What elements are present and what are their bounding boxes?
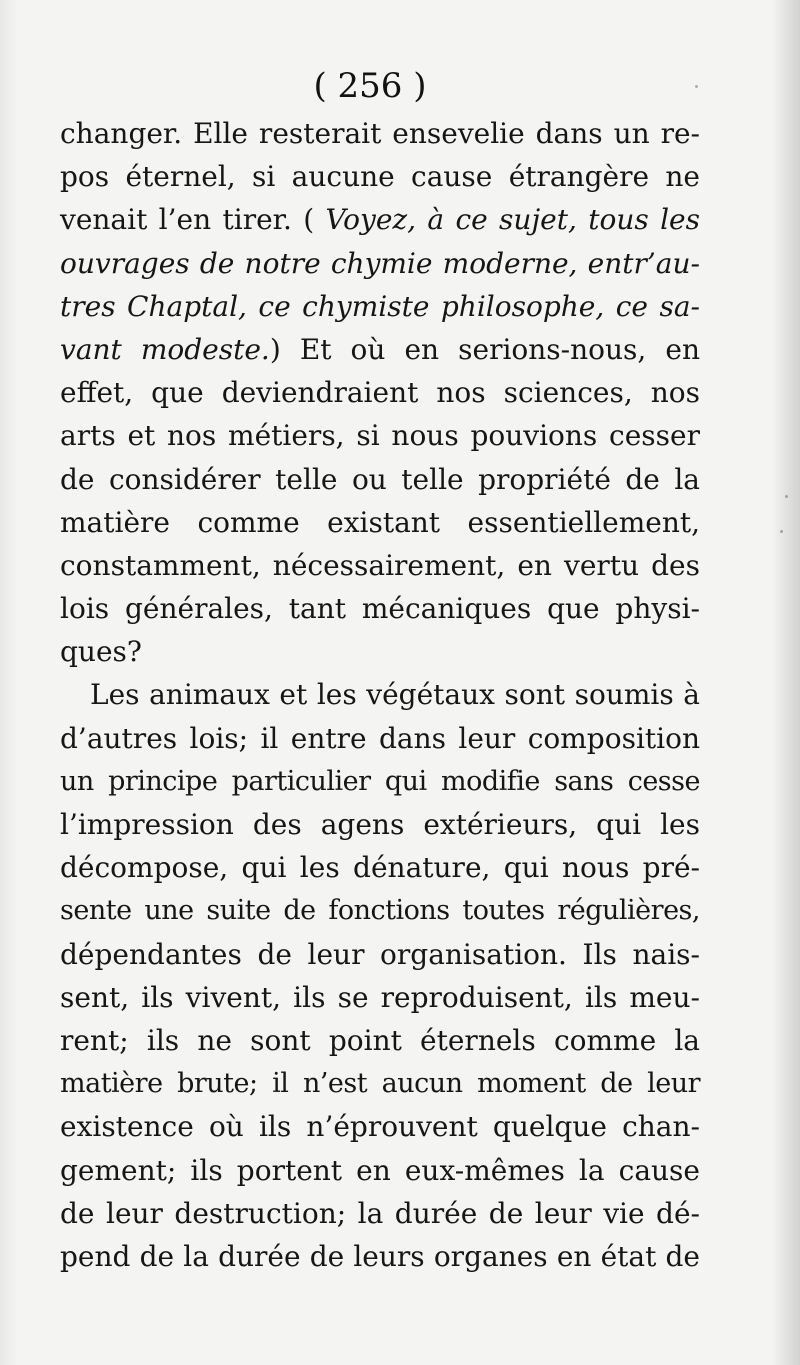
text-line: gement; ils portent en eux-mêmes la cause — [60, 1153, 700, 1187]
text-line: matière comme existant essentiellement, — [60, 505, 700, 539]
right-page-shadow — [772, 0, 800, 1365]
text-line: existence où ils n’éprouvent quelque chan- — [60, 1110, 700, 1144]
page-number: ( 256 ) — [313, 66, 427, 106]
text-line: ques? — [60, 635, 142, 669]
text-line: lois générales, tant mécaniques que physi- — [60, 592, 700, 626]
text-line: pend de la durée de leurs organes en état de — [60, 1239, 700, 1273]
text-line-mixed — [60, 198, 700, 241]
text-line: arts et nos métiers, si nous pouvions cesser — [60, 419, 700, 453]
text-line: décompose, qui les dénature, qui nous pré- — [60, 851, 700, 885]
text-line: un principe particulier qui modifie sans cesse — [60, 765, 700, 797]
text-line: effet, que deviendraient nos sciences, nos — [60, 376, 700, 410]
text-line: matière brute; il n’est aucun moment de leur — [60, 1068, 700, 1100]
text-roman: ) Et où en serions-nous, en — [269, 332, 700, 366]
text-line: changer. Elle resterait ensevelie dans un re- — [60, 117, 700, 150]
text-italic: vant modeste. — [60, 332, 270, 366]
text-roman: venait l’en tirer. ( — [60, 203, 326, 237]
text-line: sente une suite de fonctions toutes régulières, — [60, 895, 700, 927]
text-line: de leur destruction; la durée de leur vie dé- — [60, 1196, 700, 1230]
text-line-italic: ouvrages de notre chymie moderne, entr’au- — [60, 246, 700, 280]
text-line: d’autres lois; il entre dans leur composition — [60, 721, 700, 755]
body-text — [60, 112, 700, 1278]
text-italic: Voyez, à ce sujet, tous les — [325, 203, 700, 237]
text-line: pos éternel, si aucune cause étrangère ne — [60, 160, 700, 194]
text-line: constamment, nécessairement, en vertu des — [60, 548, 700, 582]
ink-speck — [785, 495, 788, 498]
text-line: sent, ils vivent, ils se reproduisent, ils meu- — [60, 980, 700, 1014]
text-line: de considérer telle ou telle propriété de la — [60, 462, 700, 496]
text-line: l’impression des agens extérieurs, qui les — [60, 808, 700, 841]
text-line: dépendantes de leur organisation. Ils nais- — [60, 937, 700, 971]
ink-speck — [780, 530, 783, 533]
text-line-italic: tres Chaptal, ce chymiste philosophe, ce sa- — [60, 289, 700, 323]
left-page-shadow — [0, 0, 18, 1365]
text-line: Les animaux et les végétaux sont soumis à — [90, 678, 700, 712]
text-line-mixed — [60, 328, 700, 371]
text-line: rent; ils ne sont point éternels comme la — [60, 1023, 700, 1057]
